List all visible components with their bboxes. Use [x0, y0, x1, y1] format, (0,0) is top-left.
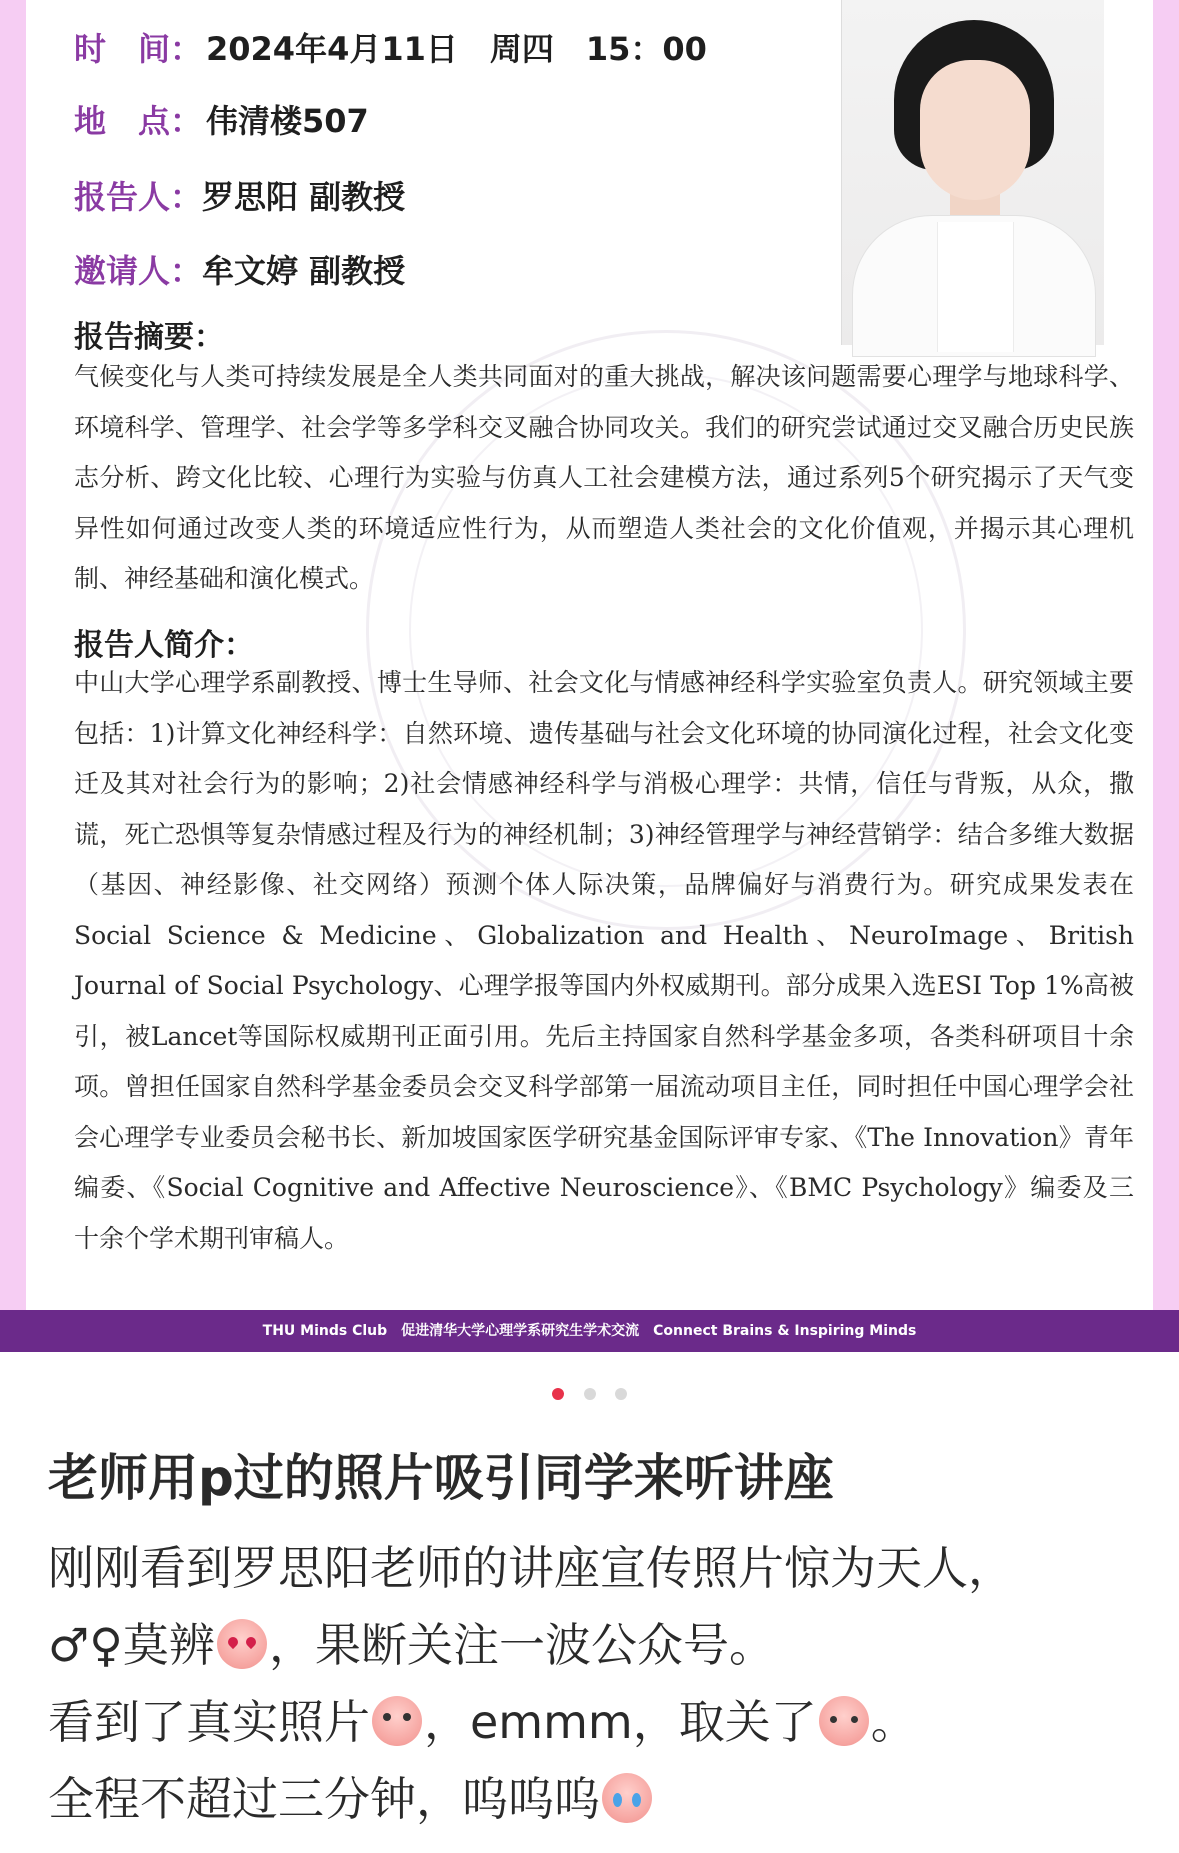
place-value: 伟清楼507	[206, 102, 369, 140]
post-line-4-text-a: 全程不超过三分钟，呜呜呜	[48, 1772, 600, 1826]
speaker-value: 罗思阳 副教授	[202, 178, 406, 216]
heart-eyes-emoji-icon	[217, 1619, 267, 1669]
crying-emoji-icon	[602, 1773, 652, 1823]
poster-card	[26, 0, 1153, 1310]
inviter-value: 牟文婷 副教授	[202, 252, 406, 290]
abstract-paragraph: 气候变化与人类可持续发展是全人类共同面对的重大挑战，解决该问题需要心理学与地球科学、环境科学、管理学、社会学等多学科交叉融合协同攻关。我们的研究尝试通过交叉融合历史民族志分析、跨文化比较、心理行为实验与仿真人工社会建模方法，通过系列5个研究揭示了天气变异性如何通过改变人类的环境适应性行为，从而塑造人类社会的文化价值观，并揭示其心理机制、神经基础和演化模式。	[74, 362, 1134, 593]
post-line-3-text-b: ，emmm，取关了	[424, 1695, 817, 1749]
speaker-row	[74, 172, 405, 218]
inviter-label: 邀请人：	[74, 252, 203, 290]
bio-heading: 报告人简介：	[74, 628, 254, 663]
abstract-heading: 报告摘要：	[74, 320, 224, 355]
bio-paragraph: 中山大学心理学系副教授、博士生导师、社会文化与情感神经科学实验室负责人。研究领域主要包括：1)计算文化神经科学：自然环境、遗传基础与社会文化环境的协同演化过程，社会文化变迁及其对社会行为的影响；2)社会情感神经科学与消极心理学：共情，信任与背叛，从众，撒谎，死亡恐惧等复杂情感过程及行为的神经机制；3)神经管理学与神经营销学：结合多维大数据（基因、神经影像、社交网络）预测个体人际决策，品牌偏好与消费行为。研究成果发表在Social Science & Medicine、Globalization and Health、NeuroImage、British Journal of Social Psychology、心理学报等国内外权威期刊。部分成果入选ESI Top 1%高被引，被Lancet等国际权威期刊正面引用。先后主持国家自然科学基金多项，各类科研项目十余项。曾担任国家自然科学基金委员会交叉科学部第一届流动项目主任，同时担任中国心理学会社会心理学专业委员会秘书长、新加坡国家医学研究基金国际评审专家、《The Innovation》青年编委、《Social Cognitive and Affective Neuroscience》、《BMC Psychology》编委及三十余个学术期刊审稿人。	[74, 668, 1134, 1253]
poster-footer-band: THU Minds Club 促进清华大学心理学系研究生学术交流 Connect Brains & Inspiring Minds	[0, 1310, 1179, 1352]
shocked-emoji-icon	[372, 1696, 422, 1746]
post-line-3	[48, 1684, 1138, 1761]
pager-dot-3[interactable]	[615, 1388, 627, 1400]
event-time-row	[74, 24, 707, 70]
pager-dot-1[interactable]	[552, 1388, 564, 1400]
event-place-row	[74, 96, 369, 142]
sweat-emoji-icon	[819, 1696, 869, 1746]
post-line-3-text-c: 。	[870, 1695, 917, 1749]
image-pager[interactable]	[0, 1385, 1179, 1404]
post-line-4	[48, 1761, 1138, 1838]
time-label: 时 间：	[74, 30, 203, 68]
inviter-row	[74, 246, 405, 292]
post-body	[48, 1530, 1138, 1838]
place-label: 地 点：	[74, 102, 203, 140]
post-line-1: 刚刚看到罗思阳老师的讲座宣传照片惊为天人，	[48, 1541, 1014, 1595]
post-line-2	[48, 1607, 1138, 1684]
speaker-label: 报告人：	[74, 178, 203, 216]
speaker-photo	[841, 0, 1104, 345]
post-title: 老师用p过的照片吸引同学来听讲座	[48, 1449, 834, 1507]
time-value: 2024年4月11日 周四 15：00	[206, 30, 707, 68]
post-line-3-text-a: 看到了真实照片	[48, 1695, 370, 1749]
post-line-2-text-a: ♂♀莫辨	[48, 1618, 215, 1672]
pager-dot-2[interactable]	[584, 1388, 596, 1400]
post-line-2-text-b: ，果断关注一波公众号。	[268, 1618, 775, 1672]
